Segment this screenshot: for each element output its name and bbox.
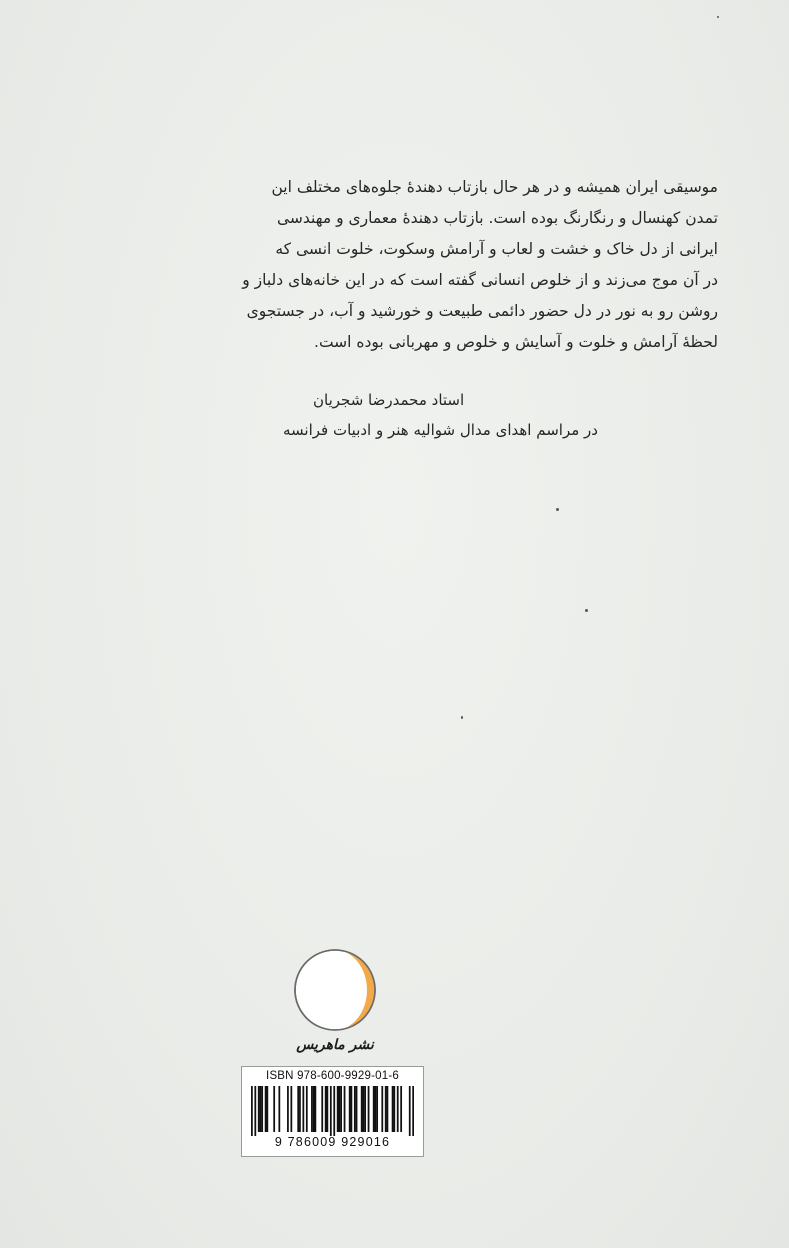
paper-speck [717, 16, 719, 18]
paper-speck [556, 508, 559, 511]
barcode-bar [344, 1086, 346, 1132]
isbn-label: ISBN 978-600-9929-01-6 [266, 1070, 399, 1082]
crescent-moon-logo-icon [292, 947, 378, 1033]
barcode-bar [409, 1086, 411, 1136]
barcode-bar [297, 1086, 299, 1132]
isbn-barcode [241, 1066, 424, 1157]
barcode-bars [251, 1086, 414, 1136]
barcode-bar [313, 1086, 315, 1132]
barcode-bar [412, 1086, 414, 1136]
barcode-bar [339, 1086, 341, 1132]
quote-line: روشن رو به نور در دل حضور دائمی طبیعت و خورشید و آب، در جستجوی [246, 302, 718, 320]
quote-text [96, 172, 718, 358]
barcode-bar [385, 1086, 387, 1132]
barcode-bar [278, 1086, 280, 1132]
barcode-bar [393, 1086, 395, 1132]
barcode-bar [290, 1086, 292, 1132]
occasion-text: در مراسم اهدای مدال شوالیه هنر و ادبیات فرانسه [283, 421, 598, 439]
barcode-digits: 9 786009 929016 [274, 1135, 391, 1149]
barcode-bar [354, 1086, 356, 1132]
barcode-bar [351, 1086, 353, 1132]
barcode-bar [254, 1086, 256, 1136]
barcode-bar [340, 1086, 342, 1132]
barcode-bar [363, 1086, 365, 1132]
barcode-bar [302, 1086, 304, 1132]
barcode-bar [321, 1086, 323, 1132]
barcode-bar [349, 1086, 351, 1132]
barcode-bar [251, 1086, 253, 1136]
barcode-bar [387, 1086, 389, 1132]
barcode-bar [325, 1086, 327, 1132]
barcode-bar [260, 1086, 262, 1132]
attribution [283, 385, 703, 445]
barcode-bar [273, 1086, 275, 1132]
paper-speck [585, 609, 588, 612]
quote-line: در آن موج می‌زند و از خلوص انسانی گفته است که در این خانه‌های دلباز و [242, 271, 718, 289]
paper-speck [461, 716, 463, 719]
author-name: استاد محمدرضا شجریان [313, 391, 465, 409]
barcode-bar [326, 1086, 328, 1132]
barcode-bar [356, 1086, 358, 1132]
barcode-bar [376, 1086, 378, 1132]
barcode-bar [311, 1086, 313, 1132]
barcode-bar [392, 1086, 394, 1132]
quote-line: تمدن کهنسال و رنگارنگ بوده است. بازتاب دهندهٔ معماری و مهندسی [277, 209, 718, 227]
barcode-bar [397, 1086, 399, 1132]
barcode-bar [333, 1086, 335, 1136]
barcode-bar [306, 1086, 308, 1132]
barcode-bar [337, 1086, 339, 1132]
barcode-bar [258, 1086, 260, 1132]
barcode-bar [299, 1086, 301, 1132]
publisher-name: نشر ماهریس [296, 1037, 374, 1053]
barcode-bar [375, 1086, 377, 1132]
barcode-bar [265, 1086, 267, 1132]
barcode-bar [364, 1086, 366, 1132]
quote-line: موسیقی ایران همیشه و در هر حال بازتاب دهندهٔ جلوه‌های مختلف این [271, 178, 718, 196]
barcode-bar [368, 1086, 370, 1132]
barcode-bar [314, 1086, 316, 1132]
barcode-bar [266, 1086, 268, 1132]
barcode-bar [381, 1086, 383, 1132]
barcode-bar [287, 1086, 289, 1132]
barcode-bar [361, 1086, 363, 1132]
quote-line: ایرانی از دل خاک و خشت و لعاب و آرامش وسکوت، خلوت انسی که [275, 240, 718, 258]
barcode-bar [373, 1086, 375, 1132]
barcode-bar [261, 1086, 263, 1132]
barcode-bar [400, 1086, 402, 1132]
quote-line: لحظهٔ آرامش و خلوت و آسایش و خلوص و مهربانی بوده است. [314, 333, 718, 351]
barcode-bar [330, 1086, 332, 1136]
